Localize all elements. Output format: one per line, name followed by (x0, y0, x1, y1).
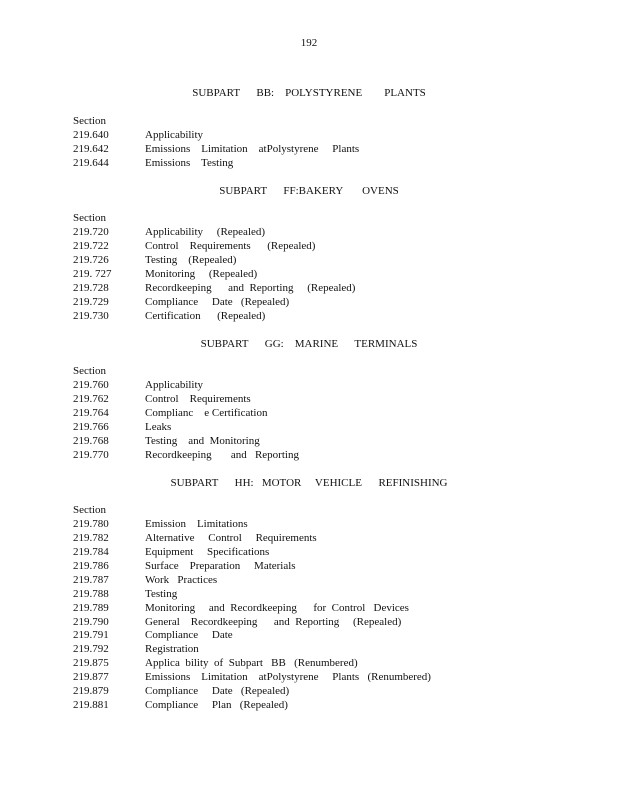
section-number: 219.788 (73, 588, 109, 600)
section-number: 219.768 (73, 435, 109, 447)
section-number: 219.640 (73, 129, 109, 141)
section-title: Surface Preparation Materials (145, 560, 296, 572)
section-title: Testing (Repealed) (145, 254, 237, 266)
section-label: Section (73, 212, 106, 224)
section-number: 219. 727 (73, 268, 112, 280)
section-label: Section (73, 115, 106, 127)
section-number: 219.770 (73, 449, 109, 461)
section-number: 219.787 (73, 574, 109, 586)
section-number: 219.642 (73, 143, 109, 155)
section-number: 219.790 (73, 616, 109, 628)
section-number: 219.780 (73, 518, 109, 530)
section-number: 219.881 (73, 699, 109, 711)
section-number: 219.728 (73, 282, 109, 294)
section-title: Control Requirements (Repealed) (145, 240, 316, 252)
section-title: Monitoring and Recordkeeping for Control Devices (145, 602, 409, 614)
section-title: Certification (Repealed) (145, 310, 266, 322)
section-title: Leaks (145, 421, 172, 433)
section-number: 219.762 (73, 393, 109, 405)
section-title: Applicability (Repealed) (145, 226, 266, 238)
section-title: Emissions Testing (145, 157, 234, 169)
subpart-heading: SUBPART GG: MARINE TERMINALS (200, 338, 418, 350)
section-title: Applicability (145, 129, 204, 141)
section-label: Section (73, 504, 106, 516)
section-number: 219.730 (73, 310, 109, 322)
section-number: 219.877 (73, 671, 109, 683)
section-number: 219.760 (73, 379, 109, 391)
section-number: 219.644 (73, 157, 109, 169)
section-title: Compliance Date (Repealed) (145, 296, 290, 308)
section-number: 219.789 (73, 602, 109, 614)
section-title: Equipment Specifications (145, 546, 270, 558)
section-title: Registration (145, 643, 199, 655)
section-title: General Recordkeeping and Reporting (Repealed) (145, 616, 402, 628)
section-title: Emissions Limitation atPolystyrene Plants (Renumbered) (145, 671, 431, 683)
section-title: Complianc e Certification (145, 407, 268, 419)
subpart-heading: SUBPART BB: POLYSTYRENE PLANTS (192, 87, 426, 99)
section-title: Monitoring (Repealed) (145, 268, 258, 280)
section-number: 219.726 (73, 254, 109, 266)
section-number: 219.786 (73, 560, 109, 572)
section-number: 219.784 (73, 546, 109, 558)
section-title: Work Practices (145, 574, 218, 586)
subpart-heading: SUBPART HH: MOTOR VEHICLE REFINISHING (170, 477, 448, 489)
section-number: 219.764 (73, 407, 109, 419)
section-number: 219.722 (73, 240, 109, 252)
section-number: 219.879 (73, 685, 109, 697)
section-title: Emission Limitations (145, 518, 248, 530)
section-title: Applicability (145, 379, 204, 391)
section-title: Compliance Date (Repealed) (145, 685, 290, 697)
section-title: Recordkeeping and Reporting (145, 449, 299, 461)
section-number: 219.766 (73, 421, 109, 433)
section-number: 219.729 (73, 296, 109, 308)
section-title: Compliance Plan (Repealed) (145, 699, 288, 711)
section-number: 219.791 (73, 629, 109, 641)
section-title: Testing (145, 588, 178, 600)
section-title: Emissions Limitation atPolystyrene Plants (145, 143, 360, 155)
subpart-heading: SUBPART FF:BAKERY OVENS (219, 185, 399, 197)
section-title: Control Requirements (145, 393, 251, 405)
section-number: 219.782 (73, 532, 109, 544)
section-label: Section (73, 365, 106, 377)
section-number: 219.720 (73, 226, 109, 238)
section-title: Applica bility of Subpart BB (Renumbered) (145, 657, 358, 669)
section-number: 219.875 (73, 657, 109, 669)
section-title: Alternative Control Requirements (145, 532, 317, 544)
page-number: 192 (300, 37, 318, 49)
section-title: Compliance Date (145, 629, 233, 641)
section-number: 219.792 (73, 643, 109, 655)
section-title: Testing and Monitoring (145, 435, 260, 447)
section-title: Recordkeeping and Reporting (Repealed) (145, 282, 356, 294)
